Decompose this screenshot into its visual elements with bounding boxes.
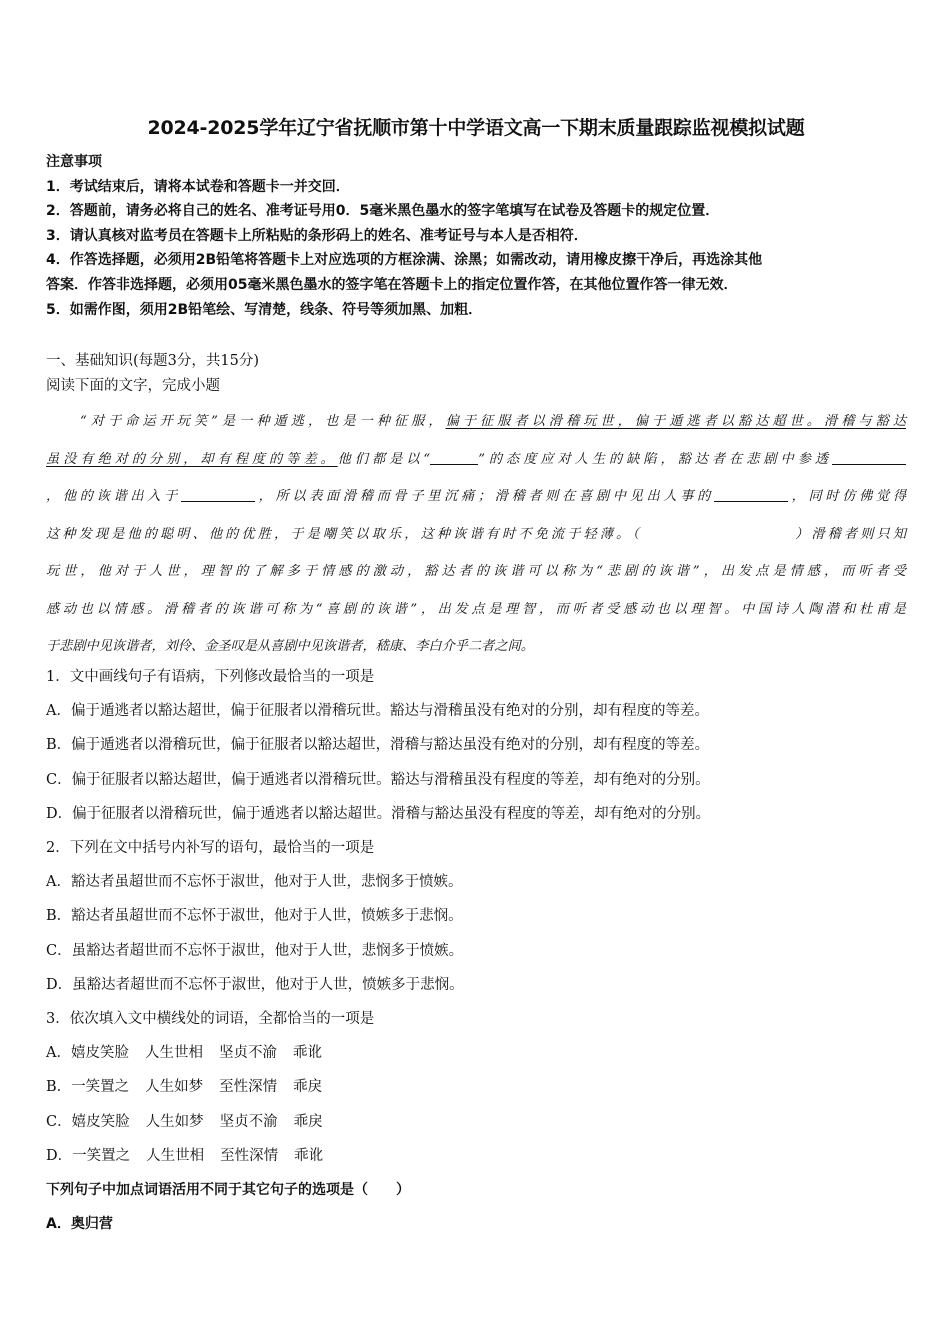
question-option[interactable]: C．偏于征服者以豁达超世，偏于遁逃者以滑稽玩世。豁达与滑稽虽没有程度的等差，却有绝对的分别。 [46,771,710,788]
option-word: 人生世相 [144,1045,203,1062]
notice-heading: 注意事项 [46,154,102,170]
notice-item: 1．考试结束后，请将本试卷和答题卡一并交回． [46,178,350,195]
question-option[interactable]: D．偏于征服者以滑稽玩世，偏于遁逃者以豁达超世。滑稽与豁达虽没有程度的等差，却有绝对的分别。 [46,805,711,822]
fill-blank-2 [832,450,906,465]
question-option[interactable]: C．虽豁达者超世而不忘怀于淑世，他对于人世，悲悯多于愤嫉。 [46,942,464,959]
question-option[interactable]: A．豁达者虽超世而不忘怀于淑世，他对于人世，悲悯多于愤嫉。 [46,874,463,891]
passage-text: ，所以表面滑稽而骨子里沉痛；滑稽者则在喜剧中见出人事的 [254,489,714,504]
section-heading: 一、基础知识(每题3分，共15分) [46,353,259,369]
question-option[interactable] [46,1105,906,1139]
question-option[interactable]: B．豁达者虽超世而不忘怀于淑世，他对于人世，愤嫉多于悲悯。 [46,908,463,925]
option-word: 乖戾 [293,1113,323,1130]
question-stem: 2．下列在文中括号内补写的语句，最恰当的一项是 [46,840,375,857]
question-option[interactable]: B．偏于遁逃者以滑稽玩世，偏于征服者以豁达超世，滑稽与豁达虽没有绝对的分别，却有程度的等差。 [46,737,710,754]
question-option[interactable] [46,1139,906,1173]
underlined-sentence: 虽没有绝对的分别，却有程度的等差。 [46,451,338,467]
option-letter: A． [46,1045,71,1062]
option-word: 一笑置之 [71,1079,130,1096]
passage-line: 玩世，他对于人世，理智的了解多于情感的激动，豁达者的诙谐可以称为“悲剧的诙谐”，出发点是情感，而听者受 [46,564,906,579]
fill-blank-3 [181,487,255,502]
passage-line [46,516,906,554]
notice-item: 答案．作答非选择题，必须用05毫米黑色墨水的签字笔在答题卡上的指定位置作答，在其他位置作答一律无效． [46,276,738,293]
option-word: 人生世相 [146,1147,205,1164]
option-word: 乖讹 [294,1147,324,1164]
fill-blank-4 [714,487,788,502]
question-option[interactable] [46,1036,906,1070]
notice-item: 3．请认真核对监考员在答题卡上所粘贴的条形码上的姓名、准考证号与本人是否相符． [46,227,588,244]
question-option[interactable]: D．虽豁达者超世而不忘怀于淑世，他对于人世，愤嫉多于悲悯。 [46,976,464,993]
option-word: 嬉皮笑脸 [70,1045,129,1062]
passage-line [46,403,906,441]
fill-blank-1 [430,450,478,465]
notice-item: 5．如需作图，须用2B铅笔绘、写清楚，线条、符号等须加黑、加粗． [46,301,483,318]
option-letter: C． [46,1113,72,1130]
option-word: 至性深情 [219,1079,278,1096]
option-letter: B． [46,1079,72,1096]
passage-text: “对于命运开玩笑”是一种遁逃，也是一种征服， [80,414,446,429]
option-word: 坚贞不渝 [219,1113,278,1130]
passage-line: 感动也以情感。滑稽者的诙谐可称为“喜剧的诙谐”，出发点是理智，而听者受感动也以理智。中国诗人陶潜和杜甫是 [46,601,906,617]
option-word: 至性深情 [220,1147,279,1164]
notice-item: 4．作答选择题，必须用2B铅笔将答题卡上对应选项的方框涂满、涂黑；如需改动，请用橡皮擦干净后，再选涂其他 [46,252,763,269]
notice-item: 2．答题前，请务必将自己的姓名、准考证号用0．5毫米黑色墨水的签字笔填写在试卷及答题卡的规定位置． [46,203,720,220]
reading-passage [46,403,906,666]
passage-text: 他们都是以“ [337,451,431,467]
notice-block [46,150,906,322]
question-option[interactable] [46,1070,906,1104]
passage-line [46,478,906,516]
question-stem: 3．依次填入文中横线处的词语，全都恰当的一项是 [46,1011,375,1028]
underlined-sentence: 偏于征服者以滑稽玩世，偏于遁逃者以豁达超世。滑稽与豁达 [445,414,907,429]
option-word: 乖戾 [293,1079,323,1096]
option-word: 嬉皮笑脸 [71,1113,130,1130]
question-list [46,660,906,1241]
passage-line [46,441,906,479]
section-instruction: 阅读下面的文字，完成小题 [46,378,220,394]
question-stem: 1．文中画线句子有语病，下列修改最恰当的一项是 [46,669,375,685]
question-option[interactable]: A．奥归营 [46,1216,113,1233]
page-title: 2024-2025学年辽宁省抚顺市第十中学语文高一下期末质量跟踪监视模拟试题 [147,117,805,139]
passage-text: ，同时仿佛觉得 [787,489,907,504]
passage-line: 于悲剧中见诙谐者，刘伶、金圣叹是从喜剧中见诙谐者，嵇康、李白介乎二者之间。 [46,639,534,654]
passage-text: 这种发现是他的聪明、他的优胜，于是嘲笑以取乐，这种诙谐有时不免流于轻薄。（ [46,526,642,542]
option-letter: D． [46,1147,73,1164]
option-word: 一笑置之 [72,1147,131,1164]
option-word: 人生如梦 [145,1113,204,1130]
question-stem: 下列句子中加点词语活用不同于其它句子的选项是（ ） [46,1182,410,1199]
option-word: 坚贞不渝 [218,1045,277,1062]
option-word: 乖讹 [292,1045,322,1062]
option-word: 人生如梦 [145,1079,204,1096]
question-option[interactable]: A．偏于遁逃者以豁达超世，偏于征服者以滑稽玩世。豁达与滑稽虽没有绝对的分别，却有程度的等差。 [46,703,709,720]
passage-text: ）滑稽者则只知 [792,526,907,542]
passage-text: ”的态度应对人生的缺陷，豁达者在悲剧中参透 [478,451,833,467]
passage-text: ，他的诙谐出入于 [46,489,181,504]
